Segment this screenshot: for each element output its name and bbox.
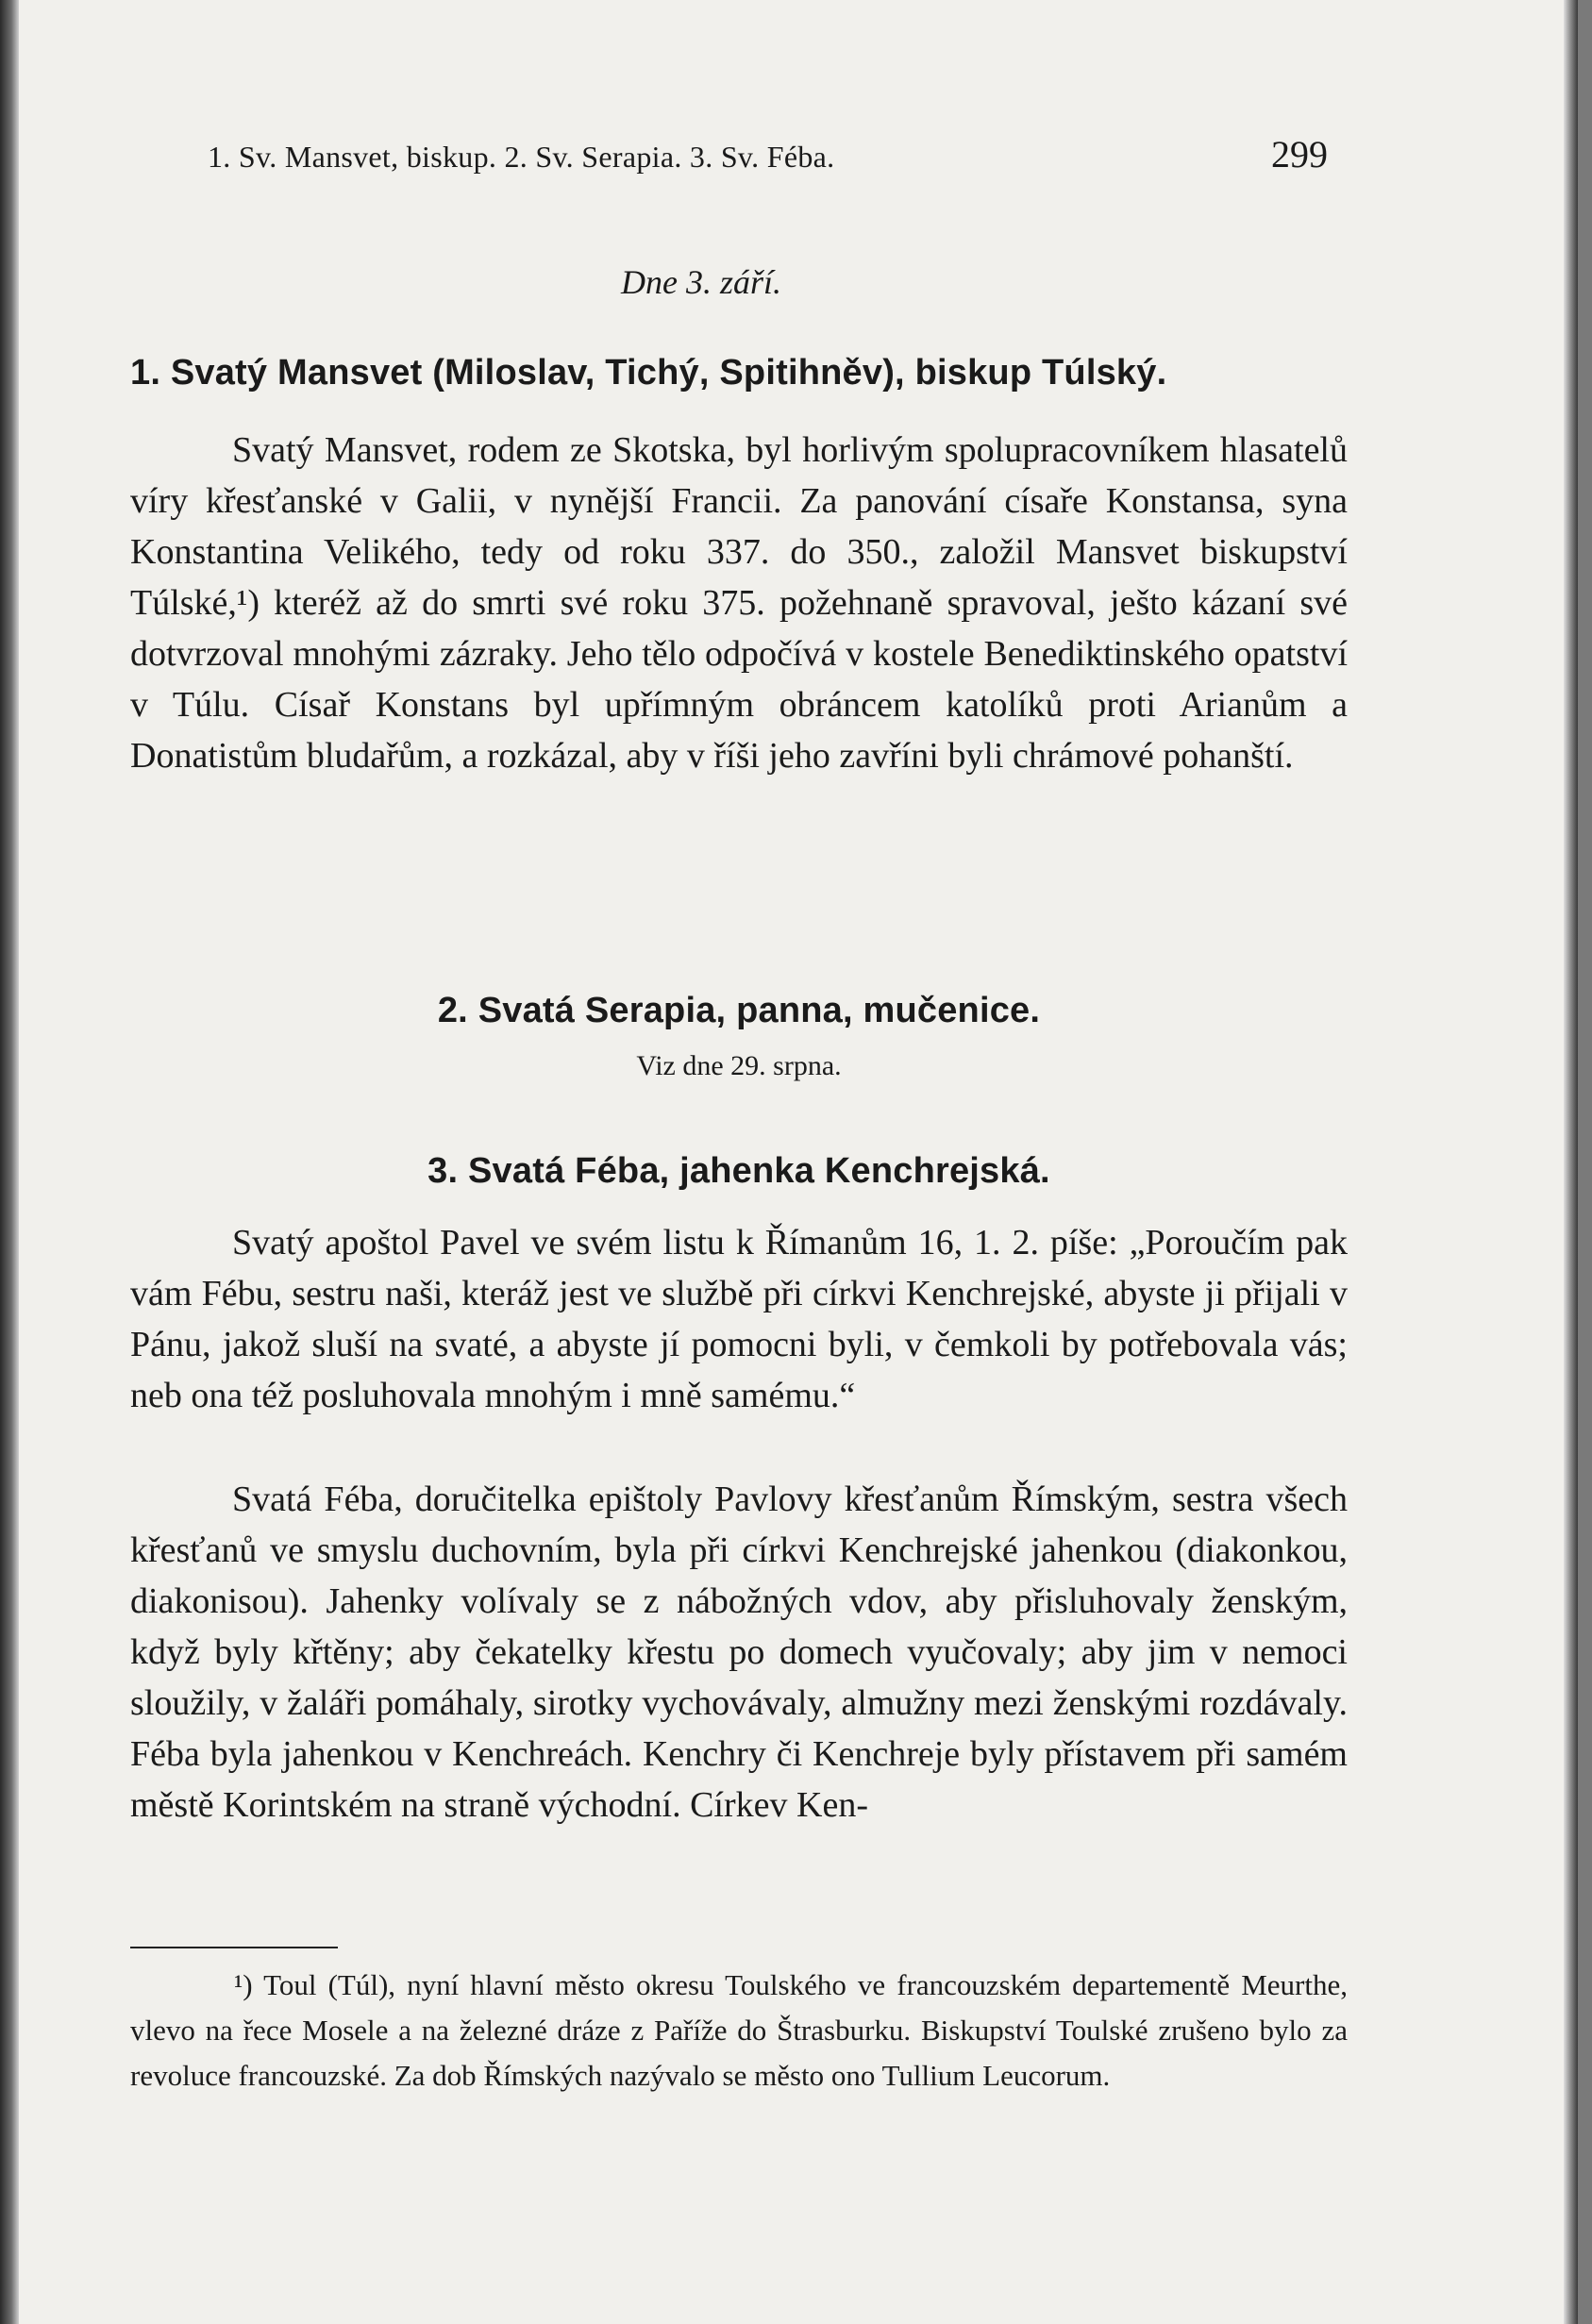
section-heading-serapia: 2. Svatá Serapia, panna, mučenice.: [437, 991, 1041, 1030]
section-heading-feba: 3. Svatá Féba, jahenka Kenchrejská.: [427, 1151, 1050, 1191]
paragraph-feba-description: Svatá Féba, doručitelka epištoly Pavlovy křesťanům Římským, sestra všech křesťanů ve smyslu duchovním, byla při církvi Kenchrejské jahenkou (diakonkou, diakonisou). Jahenky volívaly se z nábožných vdov, aby přisluhovaly ženským, když byly křtěny; aby čekatelky křestu po domech vyučovaly; aby jim v nemoci sloužily, v žaláři pomáhaly, sirotky vychovávaly, almužny mezi ženskými rozdávaly. Féba byla jahenkou v Kenchreách. Kenchry či Kenchreje byly přístavem při samém městě Korintském na straně východní. Církev Ken-: [130, 1480, 1348, 1825]
page-number: 299: [1271, 133, 1328, 176]
section-heading-mansvet: 1. Svatý Mansvet (Miloslav, Tichý, Spitihněv), biskup Túlský.: [130, 353, 1167, 393]
running-head: 1. Sv. Mansvet, biskup. 2. Sv. Serapia. 3. Sv. Féba.: [208, 140, 835, 174]
cross-reference: Viz dne 29. srpna.: [636, 1050, 842, 1081]
paragraph-mansvet: Svatý Mansvet, rodem ze Skotska, byl horlivým spolupracovníkem hlasatelů víry křesťanské v Galii, v nynější Francii. Za panování císaře Konstansa, syna Konstantina Velikého, tedy od roku 337. do 350., založil Mansvet biskupství Túlské,¹) kteréž až do smrti své roku 375. požehnaně spravoval, ješto kázaní své dotvrzoval mnohými zázraky. Jeho tělo odpočívá v kostele Benediktinského opatství v Túlu. Císař Konstans byl upřímným obráncem katolíků proti Arianům a Donatistům bludařům, a rozkázal, aby v říši jeho zavříni byli chrámové pohanští.: [130, 430, 1348, 776]
date-line: Dne 3. září.: [621, 263, 781, 301]
scan-left-edge: [0, 0, 19, 2324]
footnote-rule: [130, 1947, 338, 1948]
paragraph-feba-quote: Svatý apoštol Pavel ve svém listu k Římanům 16, 1. 2. píše: „Poroučím pak vám Fébu, sestru naši, kteráž jest ve službě při církvi Kenchrejské, abyste ji přijali v Pánu, jakož sluší na svaté, a abyste jí pomocni byli, v čemkoli by potřebovala vás; neb ona též posluhovala mnohým i mně samému.“: [130, 1223, 1348, 1415]
book-page: [19, 0, 1578, 2324]
footnote: ¹) Toul (Túl), nyní hlavní město okresu Toulského ve francouzském departementě Meurthe, vlevo na řece Mosele a na železné dráze z Paříže do Štrasburku. Biskupství Toulské zrušeno bylo za revoluce francouzské. Za dob Římských nazývalo se město ono Tullium Leucorum.: [130, 1968, 1348, 2092]
scan-right-edge: [1564, 0, 1578, 2324]
